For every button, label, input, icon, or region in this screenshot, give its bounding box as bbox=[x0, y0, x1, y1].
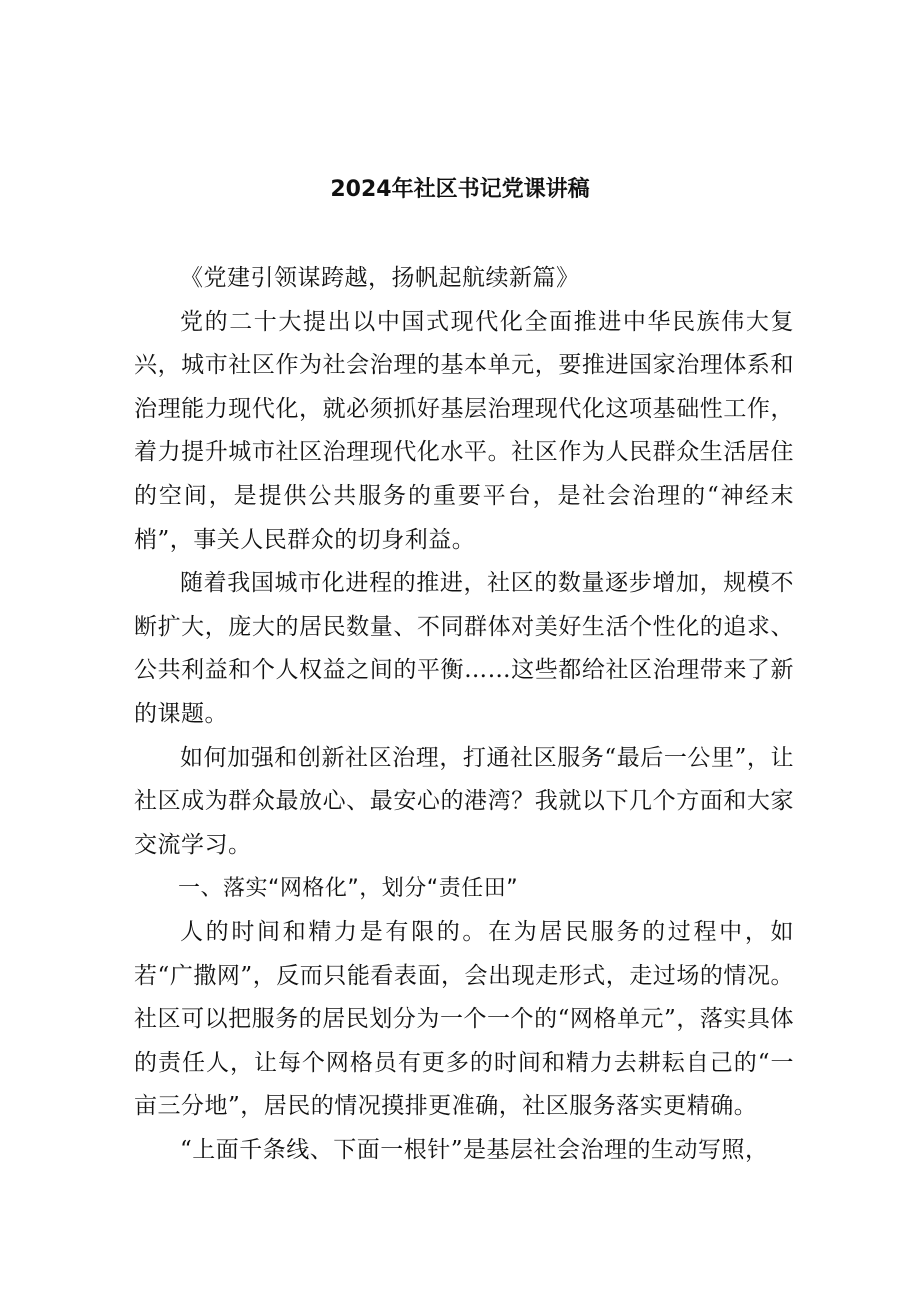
body-paragraph: 随着我国城市化进程的推进，社区的数量逐步增加，规模不断扩大，庞大的居民数量、不同群体对美好生活个性化的追求、公共利益和个人权益之间的平衡……这些都给社区治理带来了新的课题。 bbox=[134, 570, 794, 727]
document-body bbox=[134, 257, 794, 1172]
body-paragraph: 人的时间和精力是有限的。在为居民服务的过程中，如若“广撒网”，反而只能看表面，会出现走形式，走过场的情况。社区可以把服务的居民划分为一个一个的“网格单元”，落实具体的责任人，让每个网格员有更多的时间和精力去耕耘自己的“一亩三分地”，居民的情况摸排更准确，社区服务落实更精确。 bbox=[134, 918, 794, 1120]
subtitle-paragraph: 《党建引领谋跨越，扬帆起航续新篇》 bbox=[180, 265, 580, 291]
section-heading: 一、落实“网格化”，划分“责任田” bbox=[178, 876, 519, 902]
body-paragraph: 如何加强和创新社区治理，打通社区服务“最后一公里”，让社区成为群众最放心、最安心的港湾？我就以下几个方面和大家交流学习。 bbox=[134, 744, 794, 858]
document-title: 2024年社区书记党课讲稿 bbox=[330, 177, 590, 202]
body-paragraph: 党的二十大提出以中国式现代化全面推进中华民族伟大复兴，城市社区作为社会治理的基本单元，要推进国家治理体系和治理能力现代化，就必须抓好基层治理现代化这项基础性工作，着力提升城市社区治理现代化水平。社区作为人民群众生活居住的空间，是提供公共服务的重要平台，是社会治理的“神经末梢”，事关人民群众的切身利益。 bbox=[134, 308, 794, 553]
body-paragraph: “上面千条线、下面一根针”是基层社会治理的生动写照， bbox=[180, 1136, 769, 1163]
